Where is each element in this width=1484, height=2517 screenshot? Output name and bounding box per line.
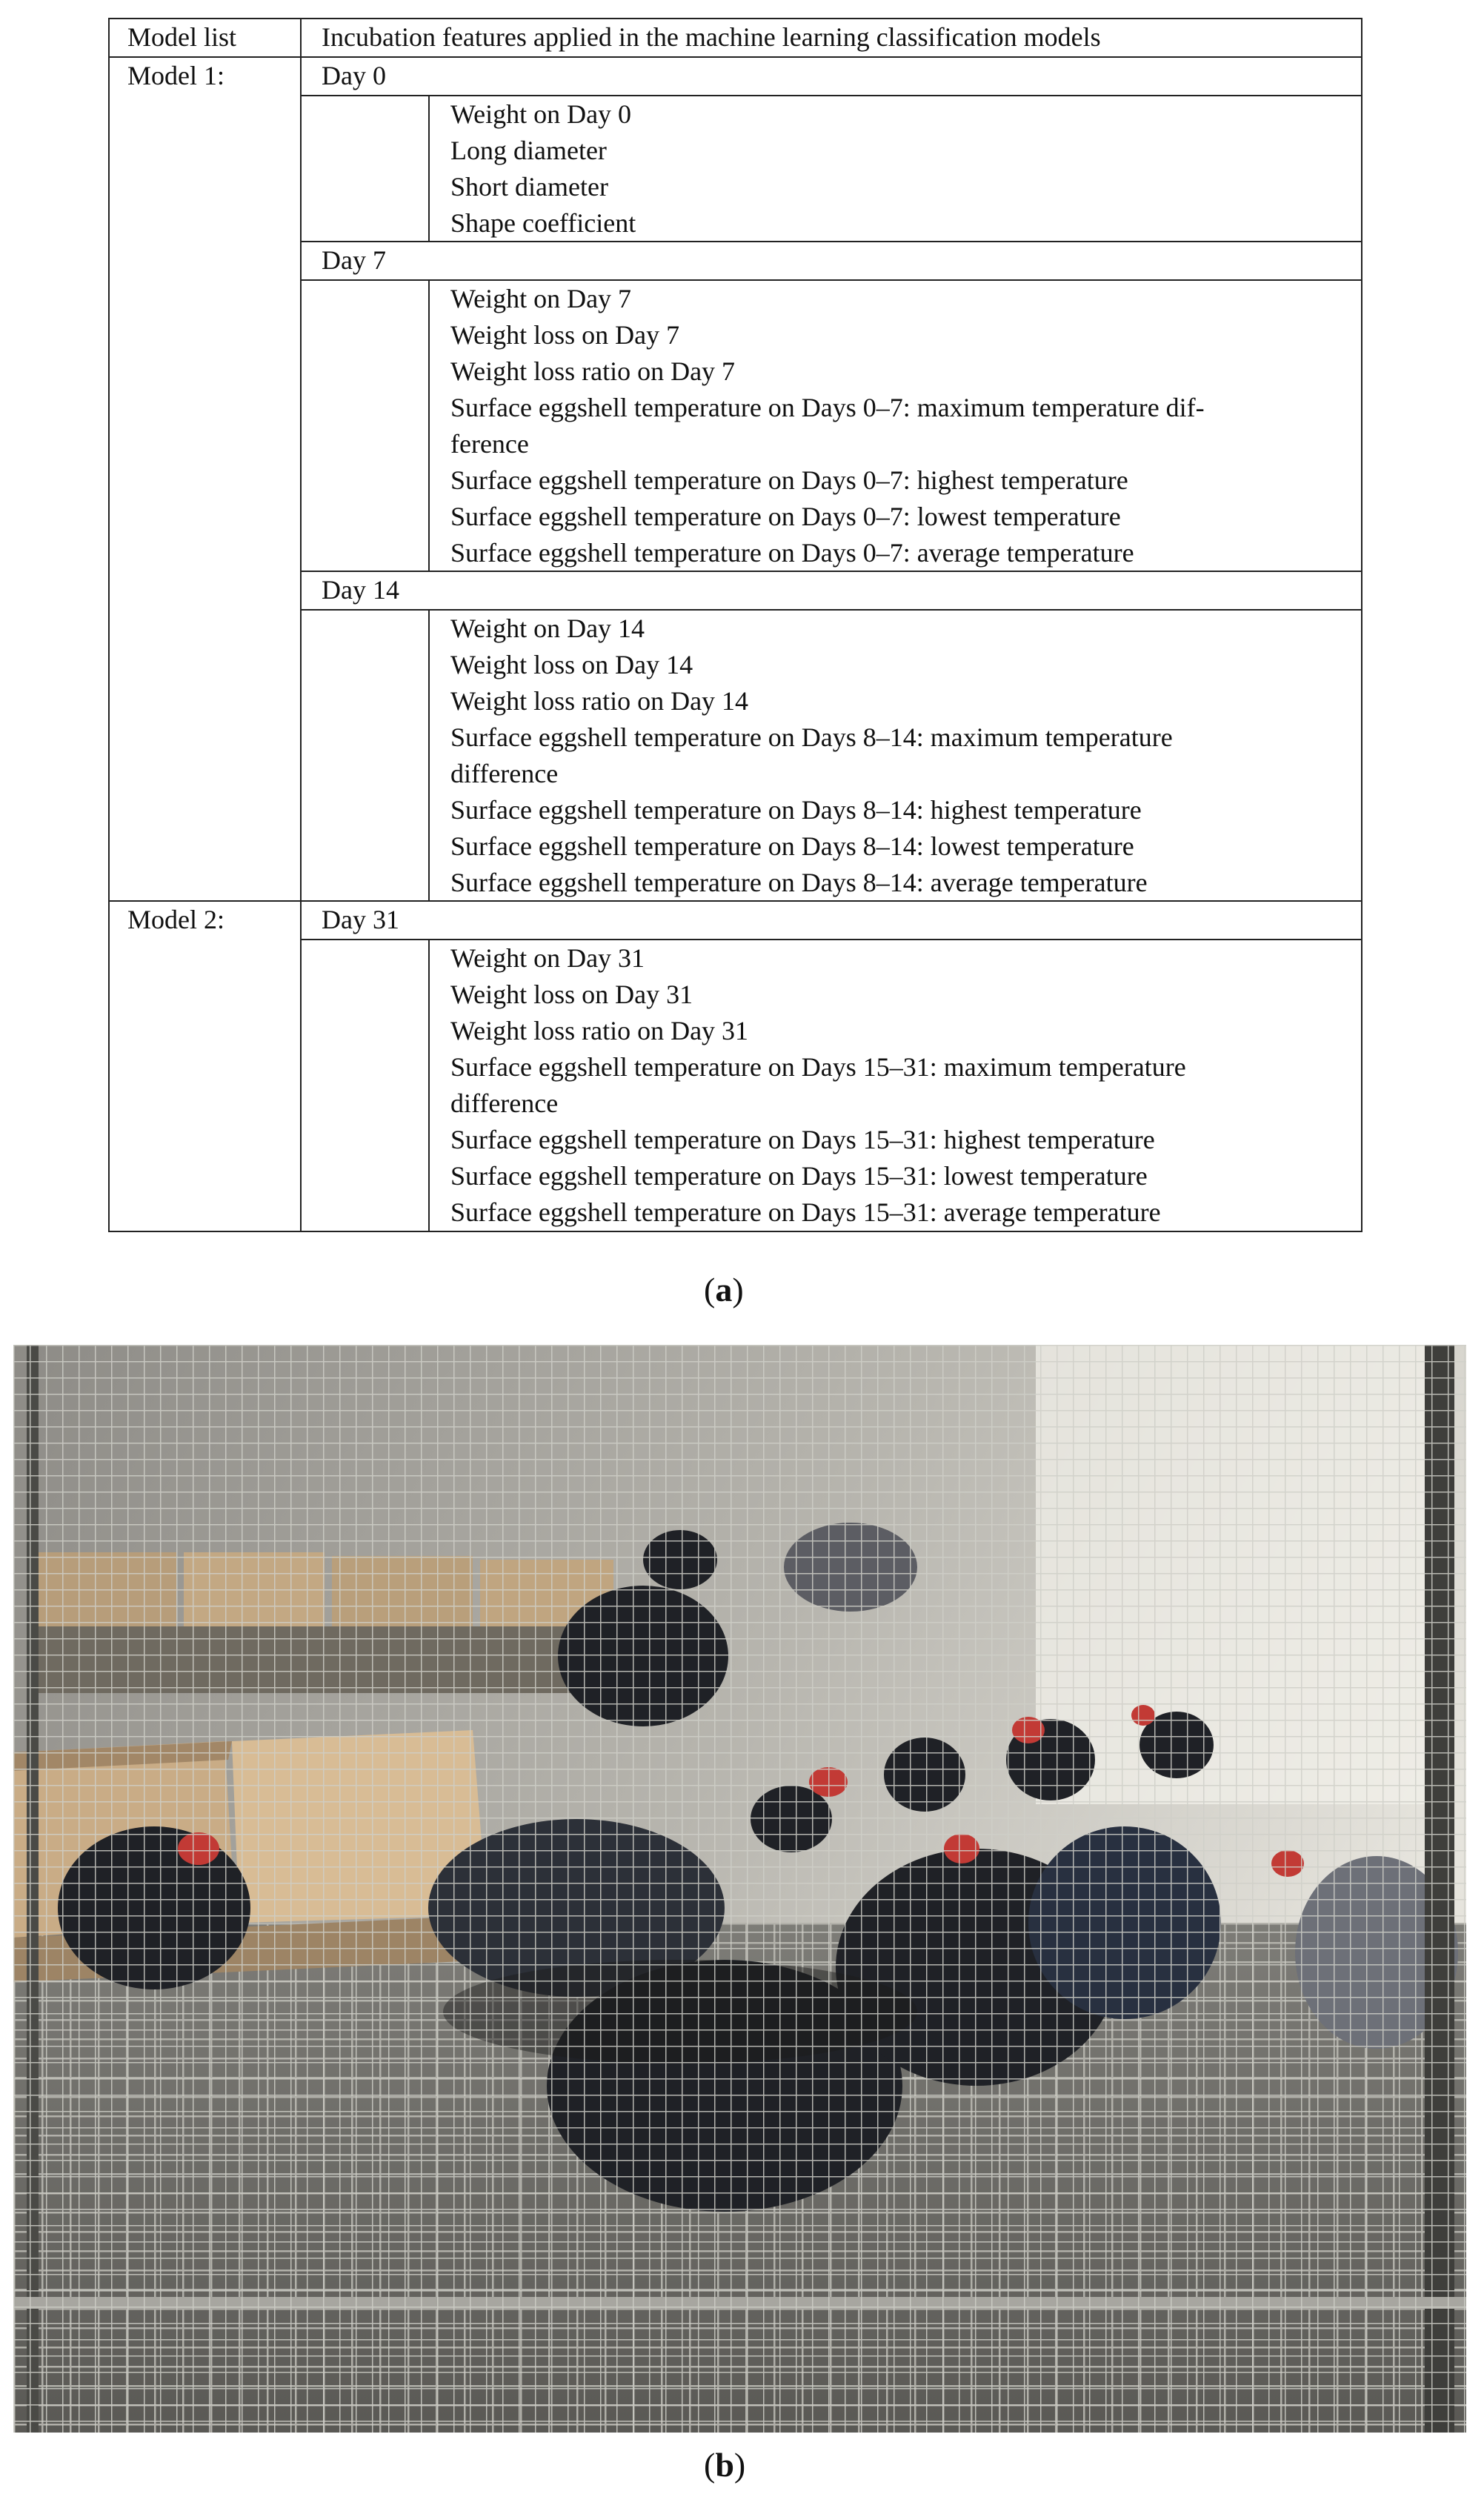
feature-item: Weight on Day 0: [450, 99, 632, 129]
feature-item: Surface eggshell temperature on Days 8–14: lowest temperature: [450, 831, 1134, 861]
feature-table: [108, 18, 1362, 1232]
header-model-list: Model list: [127, 22, 237, 52]
feature-item: Surface eggshell temperature on Days 8–14: maximum temperature: [450, 722, 1173, 752]
feature-item-continuation: difference: [450, 759, 559, 788]
caption-b: (b): [704, 2446, 746, 2484]
feature-item: Surface eggshell temperature on Days 0–7: lowest temperature: [450, 502, 1121, 531]
wire-mesh: [13, 1345, 1466, 2433]
rule-indent-day0: [428, 95, 430, 241]
feature-item: Surface eggshell temperature on Days 8–14: highest temperature: [450, 795, 1142, 825]
feature-item: Surface eggshell temperature on Days 15–31: highest temperature: [450, 1125, 1155, 1154]
feature-item: Surface eggshell temperature on Days 15–31: lowest temperature: [450, 1161, 1148, 1191]
header-features: Incubation features applied in the machine learning classification models: [322, 22, 1101, 52]
feature-item: Long diameter: [450, 136, 607, 165]
rule-indent-day31: [428, 939, 430, 1231]
feature-item: Surface eggshell temperature on Days 0–7: highest temperature: [450, 465, 1128, 495]
model-2-label: Model 2:: [127, 905, 224, 934]
duck-cage-photo: [13, 1345, 1466, 2433]
model-1-label: Model 1:: [127, 61, 224, 90]
feature-item: Weight loss on Day 14: [450, 650, 693, 679]
feature-item: Short diameter: [450, 172, 608, 202]
feature-item: Surface eggshell temperature on Days 15–31: average temperature: [450, 1197, 1161, 1227]
feature-item: Surface eggshell temperature on Days 0–7: maximum temperature dif-: [450, 393, 1205, 422]
feature-item: Weight on Day 31: [450, 943, 645, 973]
feature-item: Weight loss ratio on Day 7: [450, 356, 736, 386]
feature-item: Weight loss ratio on Day 14: [450, 686, 749, 716]
duck-cage-photo-svg: [13, 1345, 1466, 2433]
feature-item: Surface eggshell temperature on Days 8–14: average temperature: [450, 868, 1148, 897]
feature-item-continuation: difference: [450, 1088, 559, 1118]
feature-item: Weight loss on Day 31: [450, 980, 693, 1009]
day-heading: Day 14: [322, 575, 399, 605]
feature-item-continuation: ference: [450, 429, 529, 459]
caption-a: (a): [704, 1271, 744, 1309]
caption-b-letter: b: [715, 2446, 734, 2484]
day-heading: Day 31: [322, 905, 399, 934]
feature-item: Shape coefficient: [450, 208, 636, 238]
caption-a-letter: a: [715, 1271, 733, 1309]
rule-indent-day14: [428, 609, 430, 900]
feature-item: Surface eggshell temperature on Days 15–31: maximum temperature: [450, 1052, 1186, 1082]
rule-header: [110, 56, 1361, 58]
feature-item: Weight loss ratio on Day 31: [450, 1016, 749, 1045]
feature-item: Weight loss on Day 7: [450, 320, 680, 350]
rule-indent-day7: [428, 279, 430, 571]
day-heading: Day 7: [322, 245, 386, 275]
rule-col1: [300, 19, 302, 1231]
day-heading: Day 0: [322, 61, 386, 90]
feature-item: Weight on Day 7: [450, 284, 632, 313]
feature-item: Weight on Day 14: [450, 614, 645, 643]
feature-item: Surface eggshell temperature on Days 0–7: average temperature: [450, 538, 1134, 568]
